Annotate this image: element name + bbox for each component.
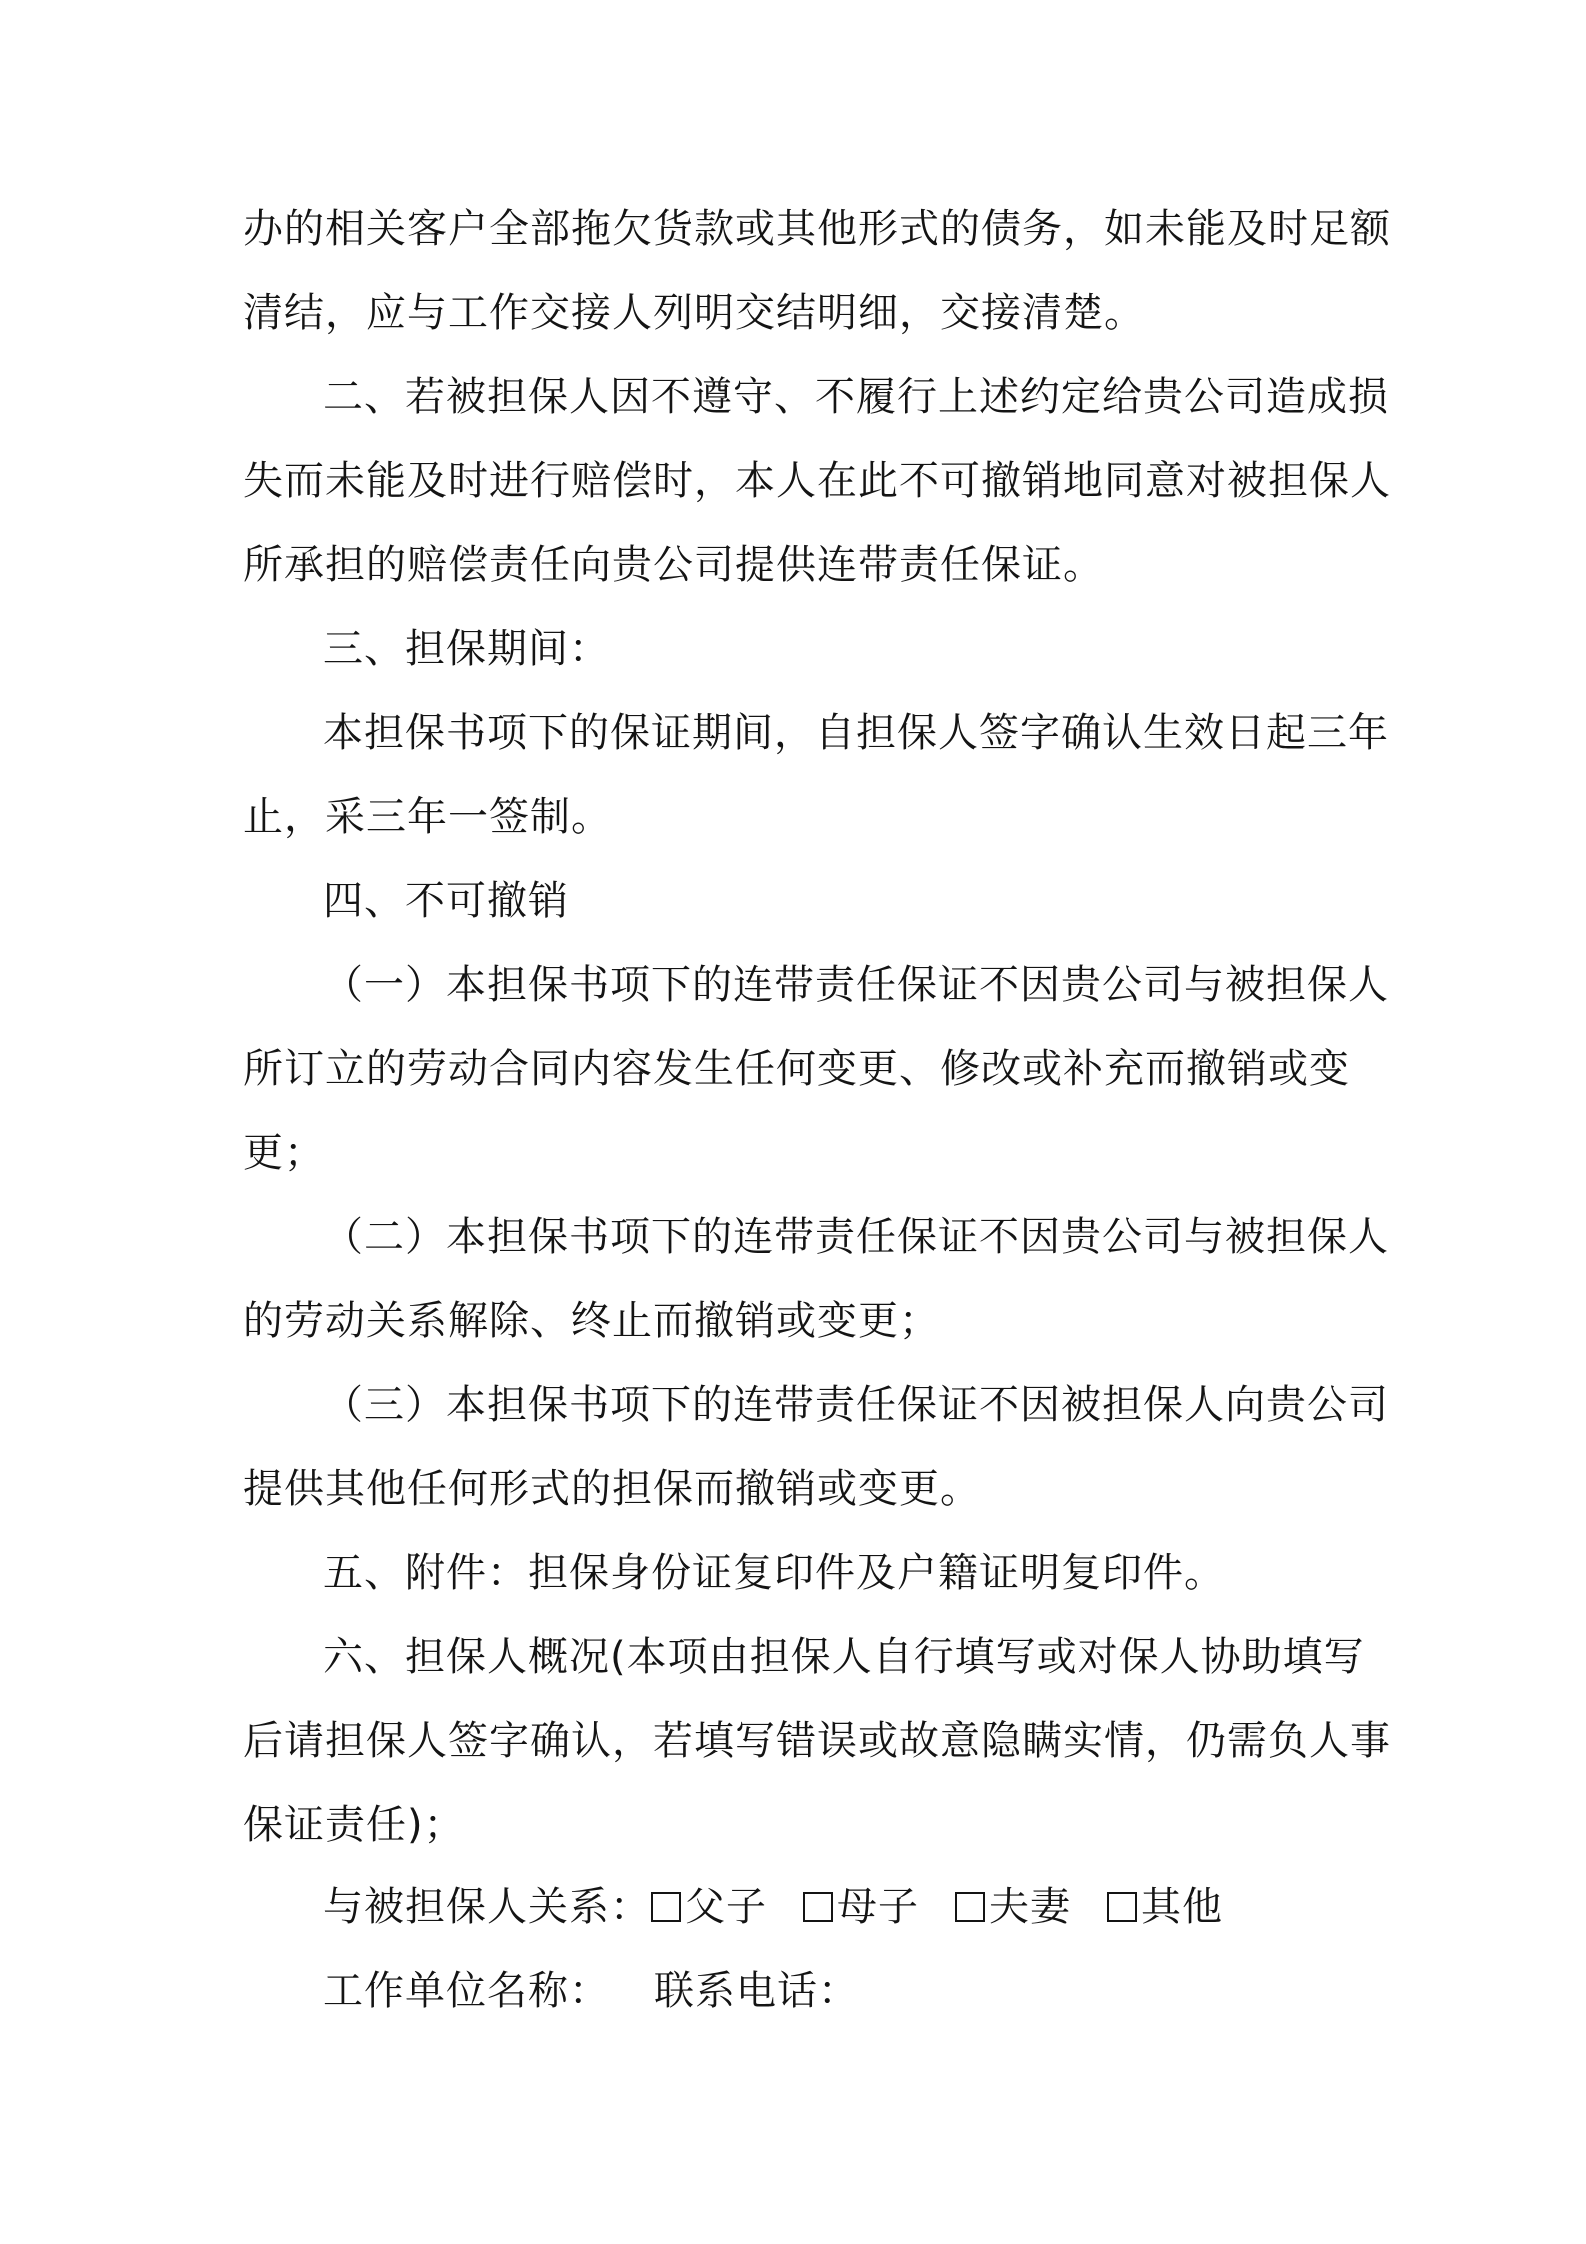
- relationship-option-other[interactable]: [1107, 1865, 1223, 1949]
- text-line: 六、担保人概况(本项由担保人自行填写或对保人协助填写: [323, 1634, 1365, 1680]
- phone-label: 联系电话：: [654, 1968, 859, 2014]
- relationship-label: 与被担保人关系：: [323, 1884, 651, 1930]
- text-line: 后请担保人签字确认，若填写错误或故意隐瞒实情，仍需负人事: [243, 1718, 1391, 1764]
- text-line: （三）本担保书项下的连带责任保证不因被担保人向贵公司: [323, 1382, 1389, 1428]
- employer-label: 工作单位名称：: [323, 1968, 610, 2014]
- option-label: 夫妻: [989, 1884, 1071, 1930]
- clause-6-paragraph: [243, 1615, 1391, 1867]
- checkbox[interactable]: [803, 1892, 833, 1922]
- text-line: 保证责任)；: [243, 1802, 465, 1848]
- text-line: 止，采三年一签制。: [243, 794, 612, 840]
- clause-3-heading: [243, 607, 1363, 691]
- contact-fields-row: [323, 1949, 859, 2033]
- text-line: 五、附件：担保身份证复印件及户籍证明复印件。: [323, 1550, 1225, 1596]
- text-line: 所承担的赔偿责任向贵公司提供连带责任保证。: [243, 542, 1104, 588]
- option-label: 父子: [685, 1884, 767, 1930]
- relationship-option-father-son[interactable]: [651, 1865, 767, 1949]
- text-line: 办的相关客户全部拖欠货款或其他形式的债务，如未能及时足额: [243, 206, 1391, 252]
- relationship-option-spouse[interactable]: [955, 1865, 1071, 1949]
- relationship-option-mother-son[interactable]: [803, 1865, 919, 1949]
- text-line: 的劳动关系解除、终止而撤销或变更；: [243, 1298, 940, 1344]
- clause-4-item-3: [243, 1363, 1389, 1531]
- clause-3-body: [243, 691, 1389, 859]
- checkbox[interactable]: [1107, 1892, 1137, 1922]
- clause-4-heading: [243, 859, 1363, 943]
- option-label: 其他: [1141, 1884, 1223, 1930]
- text-line: 提供其他任何形式的担保而撤销或变更。: [243, 1466, 981, 1512]
- continuation-paragraph: [243, 187, 1391, 355]
- text-line: 三、担保期间：: [323, 626, 610, 672]
- text-line: （二）本担保书项下的连带责任保证不因贵公司与被担保人: [323, 1214, 1389, 1260]
- text-line: 失而未能及时进行赔偿时，本人在此不可撤销地同意对被担保人: [243, 458, 1391, 504]
- clause-2-paragraph: [243, 355, 1391, 607]
- checkbox[interactable]: [651, 1892, 681, 1922]
- clause-4-item-2: [243, 1195, 1389, 1363]
- option-label: 母子: [837, 1884, 919, 1930]
- checkbox[interactable]: [955, 1892, 985, 1922]
- text-line: （一）本担保书项下的连带责任保证不因贵公司与被担保人: [323, 962, 1389, 1008]
- text-line: 所订立的劳动合同内容发生任何变更、修改或补充而撤销或变: [243, 1046, 1350, 1092]
- text-line: 更；: [243, 1130, 325, 1176]
- text-line: 四、不可撤销: [323, 878, 569, 924]
- text-line: 二、若被担保人因不遵守、不履行上述约定给贵公司造成损: [323, 374, 1389, 420]
- relationship-row: [323, 1865, 1259, 1949]
- clause-4-item-1: [243, 943, 1389, 1195]
- clause-5-paragraph: [243, 1531, 1363, 1615]
- text-line: 清结，应与工作交接人列明交结明细，交接清楚。: [243, 290, 1145, 336]
- text-line: 本担保书项下的保证期间，自担保人签字确认生效日起三年: [323, 710, 1389, 756]
